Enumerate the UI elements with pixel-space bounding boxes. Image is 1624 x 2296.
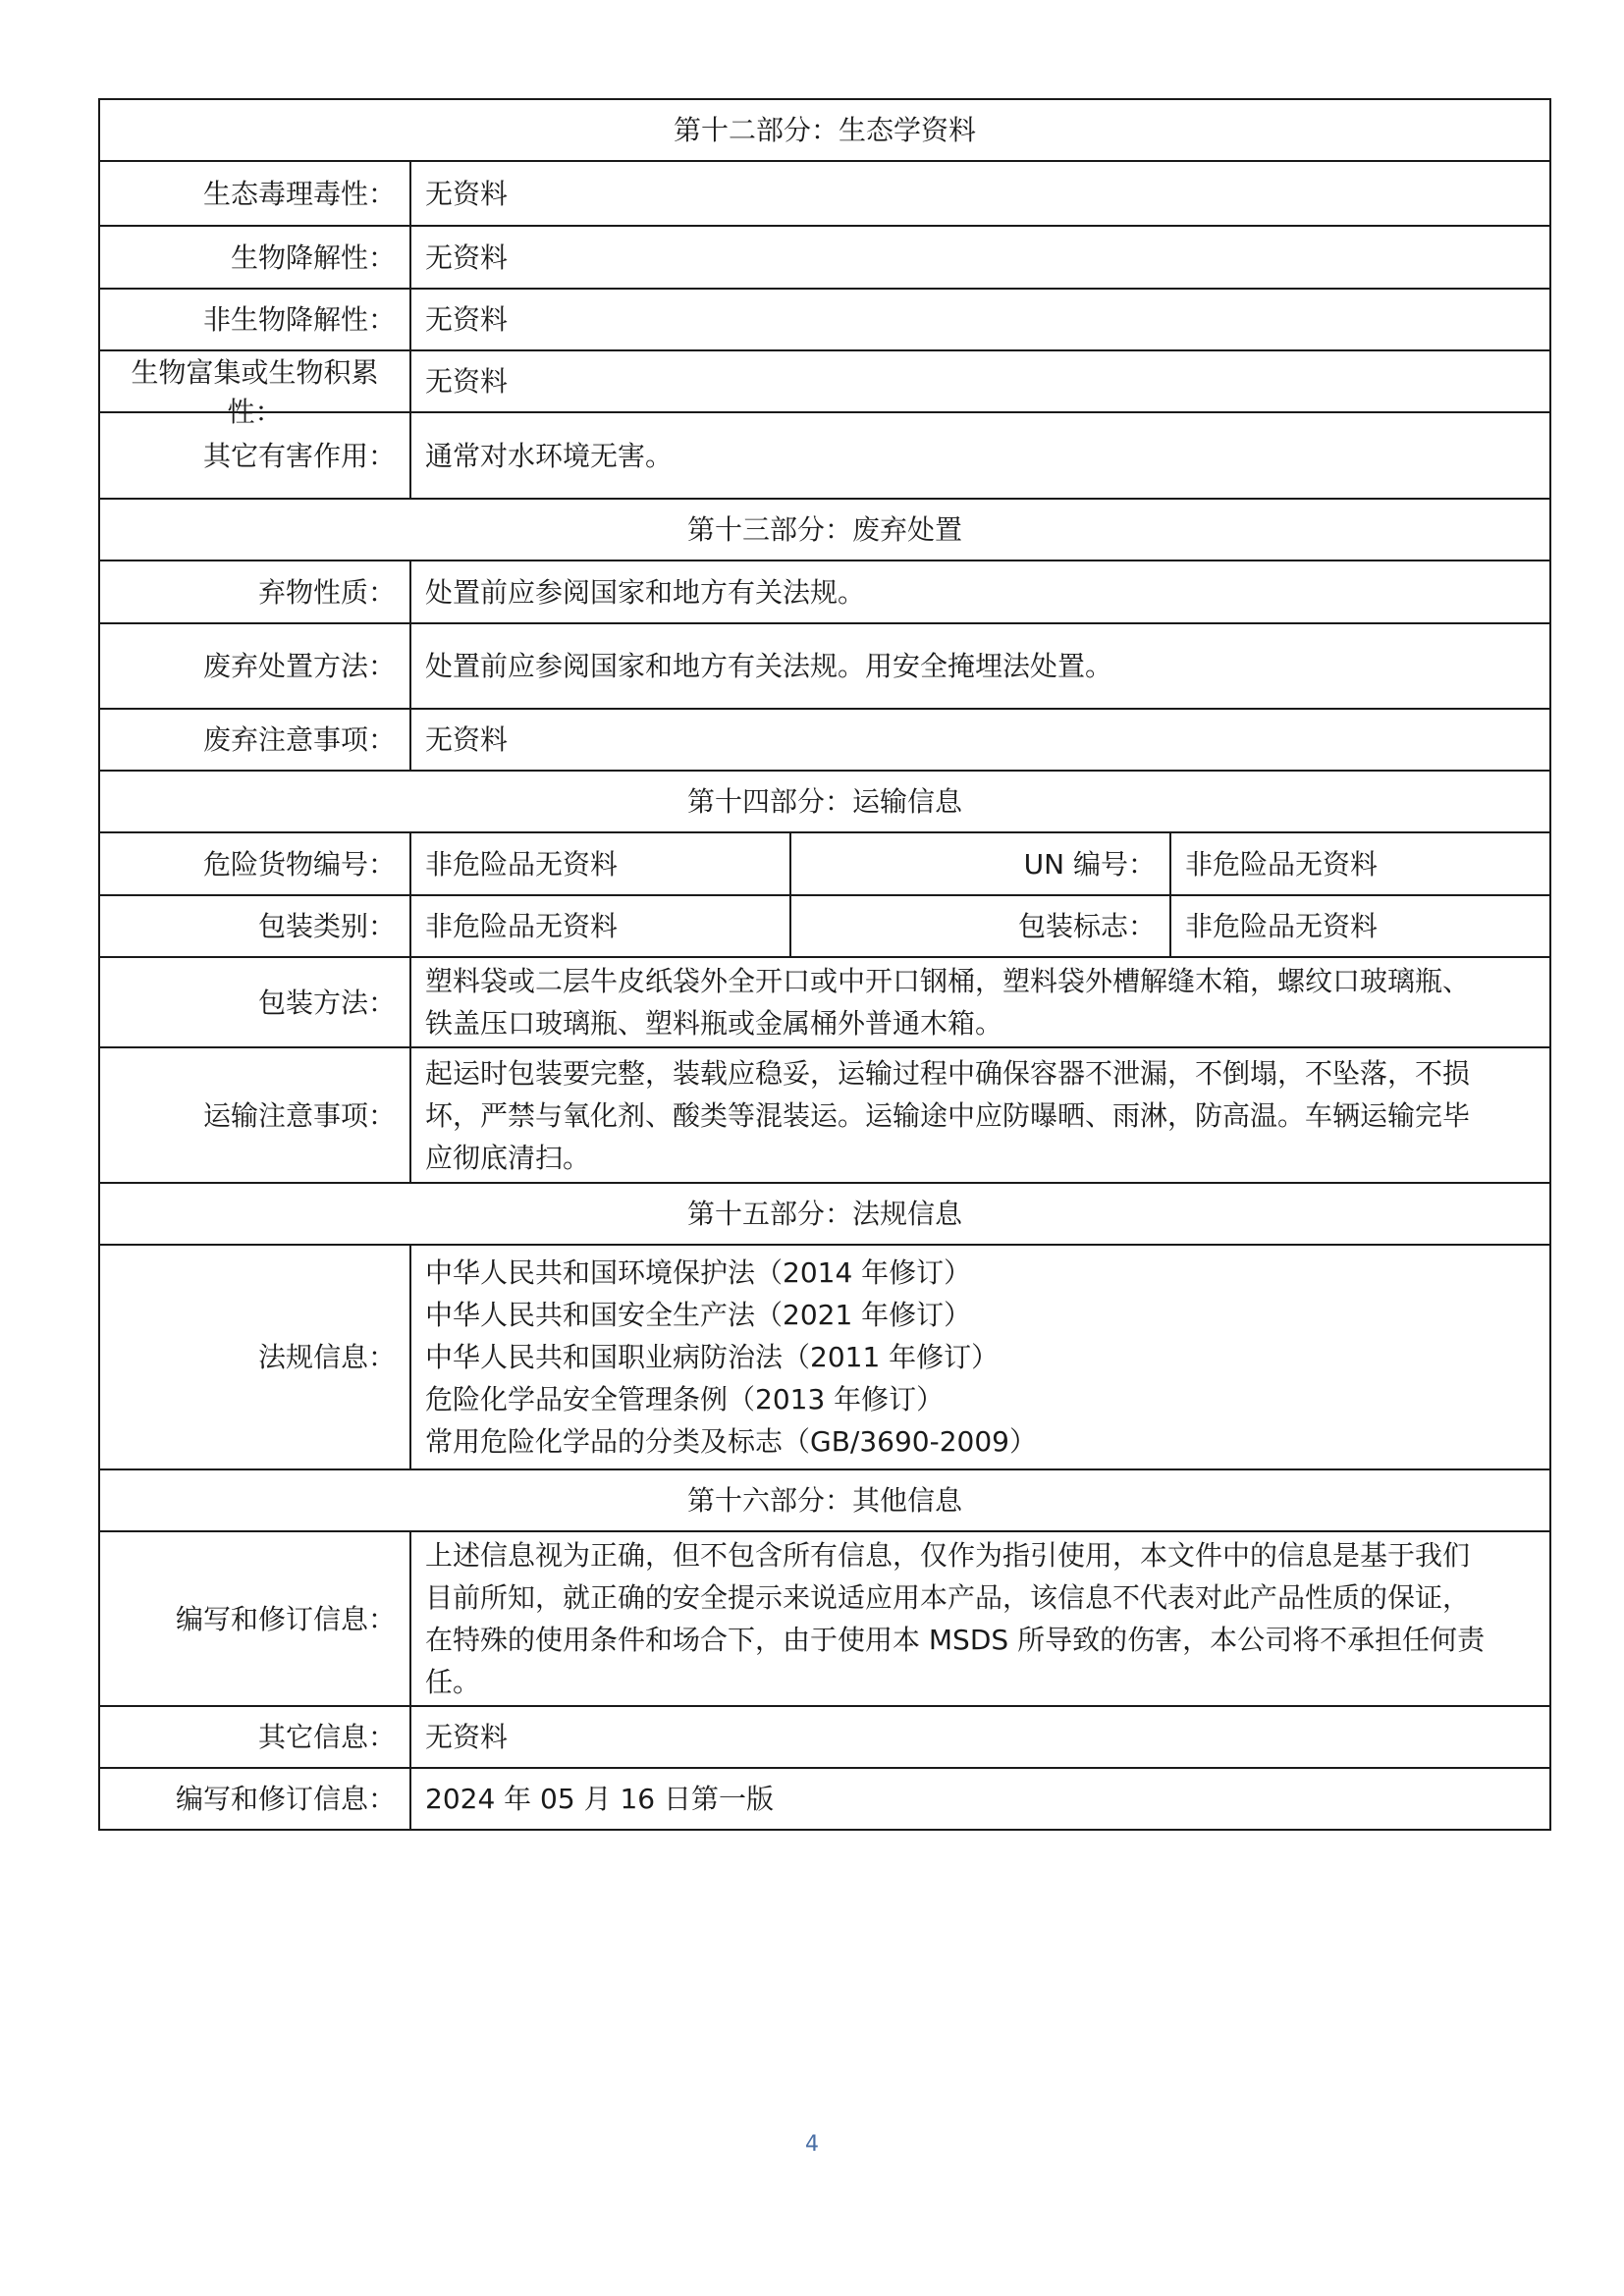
regulation-line: 中华人民共和国环境保护法（2014 年修订） bbox=[425, 1256, 972, 1289]
table-row bbox=[99, 957, 1550, 1047]
table-row bbox=[99, 1531, 1550, 1706]
regulation-line: 常用危险化学品的分类及标志（GB/3690-2009） bbox=[425, 1425, 1037, 1458]
packing-method-label: 包装方法： bbox=[99, 957, 410, 1047]
table-row bbox=[99, 709, 1550, 771]
transport-notes-value bbox=[410, 1047, 1550, 1183]
packing-category-value: 非危险品无资料 bbox=[410, 895, 790, 957]
table-row bbox=[99, 161, 1550, 226]
packing-mark-label: 包装标志： bbox=[790, 895, 1170, 957]
other-harmful-effects-value: 通常对水环境无害。 bbox=[410, 412, 1550, 499]
transport-notes-line: 应彻底清扫。 bbox=[425, 1141, 591, 1174]
disclaimer-line: 上述信息视为正确，但不包含所有信息，仅作为指引使用，本文件中的信息是基于我们 bbox=[425, 1539, 1471, 1572]
regulation-line: 中华人民共和国职业病防治法（2011 年修订） bbox=[425, 1341, 1000, 1373]
other-harmful-effects-label: 其它有害作用： bbox=[99, 412, 410, 499]
packing-method-line: 铁盖压口玻璃瓶、塑料瓶或金属桶外普通木箱。 bbox=[425, 1007, 1003, 1040]
table-row bbox=[99, 289, 1550, 350]
table-row bbox=[99, 1047, 1550, 1183]
disclaimer-line: 在特殊的使用条件和场合下，由于使用本 MSDS 所导致的伤害，本公司将不承担任何责 bbox=[425, 1624, 1486, 1656]
regulations-label: 法规信息： bbox=[99, 1245, 410, 1469]
disposal-notes-label: 废弃注意事项： bbox=[99, 709, 410, 771]
disclaimer-label: 编写和修订信息： bbox=[99, 1531, 410, 1706]
revision-value: 2024 年 05 月 16 日第一版 bbox=[410, 1768, 1550, 1830]
disposal-method-label: 废弃处置方法： bbox=[99, 623, 410, 709]
msds-table bbox=[98, 98, 1551, 1831]
section-16-header-row bbox=[99, 1469, 1550, 1531]
ecotoxicity-label: 生态毒理毒性： bbox=[99, 161, 410, 226]
bioaccumulation-value: 无资料 bbox=[410, 350, 1550, 412]
section-14-header-row bbox=[99, 771, 1550, 832]
regulation-line: 危险化学品安全管理条例（2013 年修订） bbox=[425, 1383, 945, 1415]
table-row bbox=[99, 1768, 1550, 1830]
abiotic-degradability-value: 无资料 bbox=[410, 289, 1550, 350]
disclaimer-line: 目前所知，就正确的安全提示来说适应用本产品，该信息不代表对此产品性质的保证， bbox=[425, 1581, 1471, 1614]
un-no-value: 非危险品无资料 bbox=[1170, 832, 1550, 895]
disposal-method-value: 处置前应参阅国家和地方有关法规。用安全掩埋法处置。 bbox=[410, 623, 1550, 709]
un-no-label: UN 编号： bbox=[790, 832, 1170, 895]
section-15-header-row bbox=[99, 1183, 1550, 1245]
regulation-line: 中华人民共和国安全生产法（2021 年修订） bbox=[425, 1299, 972, 1331]
section-14-header: 第十四部分：运输信息 bbox=[99, 771, 1550, 832]
packing-mark-value: 非危险品无资料 bbox=[1170, 895, 1550, 957]
disposal-notes-value: 无资料 bbox=[410, 709, 1550, 771]
biodegradability-value: 无资料 bbox=[410, 226, 1550, 289]
table-row bbox=[99, 832, 1550, 895]
other-info-label: 其它信息： bbox=[99, 1706, 410, 1768]
transport-notes-line: 起运时包装要完整，装载应稳妥，运输过程中确保容器不泄漏，不倒塌，不坠落，不损 bbox=[425, 1056, 1471, 1090]
packing-method-value bbox=[410, 957, 1550, 1047]
dangerous-goods-no-label: 危险货物编号： bbox=[99, 832, 410, 895]
packing-category-label: 包装类别： bbox=[99, 895, 410, 957]
ecotoxicity-value: 无资料 bbox=[410, 161, 1550, 226]
table-row bbox=[99, 895, 1550, 957]
bioaccumulation-label-cell bbox=[99, 350, 410, 428]
section-15-header: 第十五部分：法规信息 bbox=[99, 1183, 1550, 1245]
table-row bbox=[99, 226, 1550, 289]
table-row bbox=[99, 1245, 1550, 1469]
table-row bbox=[99, 1706, 1550, 1768]
section-12-header: 第十二部分：生态学资料 bbox=[99, 99, 1550, 161]
section-13-header: 第十三部分：废弃处置 bbox=[99, 499, 1550, 561]
table-row bbox=[99, 412, 1550, 499]
revision-label: 编写和修订信息： bbox=[99, 1768, 410, 1830]
section-12-header-row bbox=[99, 99, 1550, 161]
transport-notes-label: 运输注意事项： bbox=[99, 1047, 410, 1183]
packing-method-line: 塑料袋或二层牛皮纸袋外全开口或中开口钢桶，塑料袋外槽解缝木箱，螺纹口玻璃瓶、 bbox=[425, 965, 1471, 997]
disclaimer-value bbox=[410, 1531, 1550, 1706]
abiotic-degradability-label: 非生物降解性： bbox=[99, 289, 410, 350]
bioaccumulation-label: 生物富集或生物积累性： bbox=[131, 355, 379, 428]
other-info-value: 无资料 bbox=[410, 1706, 1550, 1768]
page-number: 4 bbox=[805, 2132, 819, 2157]
table-row bbox=[99, 623, 1550, 709]
waste-nature-label: 弃物性质： bbox=[99, 561, 410, 623]
disclaimer-line: 任。 bbox=[425, 1666, 481, 1698]
transport-notes-line: 坏，严禁与氧化剂、酸类等混装运。运输途中应防曝晒、雨淋，防高温。车辆运输完毕 bbox=[425, 1098, 1471, 1132]
dangerous-goods-no-value: 非危险品无资料 bbox=[410, 832, 790, 895]
regulations-value bbox=[410, 1245, 1550, 1469]
biodegradability-label: 生物降解性： bbox=[99, 226, 410, 289]
table-row bbox=[99, 561, 1550, 623]
section-16-header: 第十六部分：其他信息 bbox=[99, 1469, 1550, 1531]
section-13-header-row bbox=[99, 499, 1550, 561]
waste-nature-value: 处置前应参阅国家和地方有关法规。 bbox=[410, 561, 1550, 623]
table-row bbox=[99, 350, 1550, 412]
